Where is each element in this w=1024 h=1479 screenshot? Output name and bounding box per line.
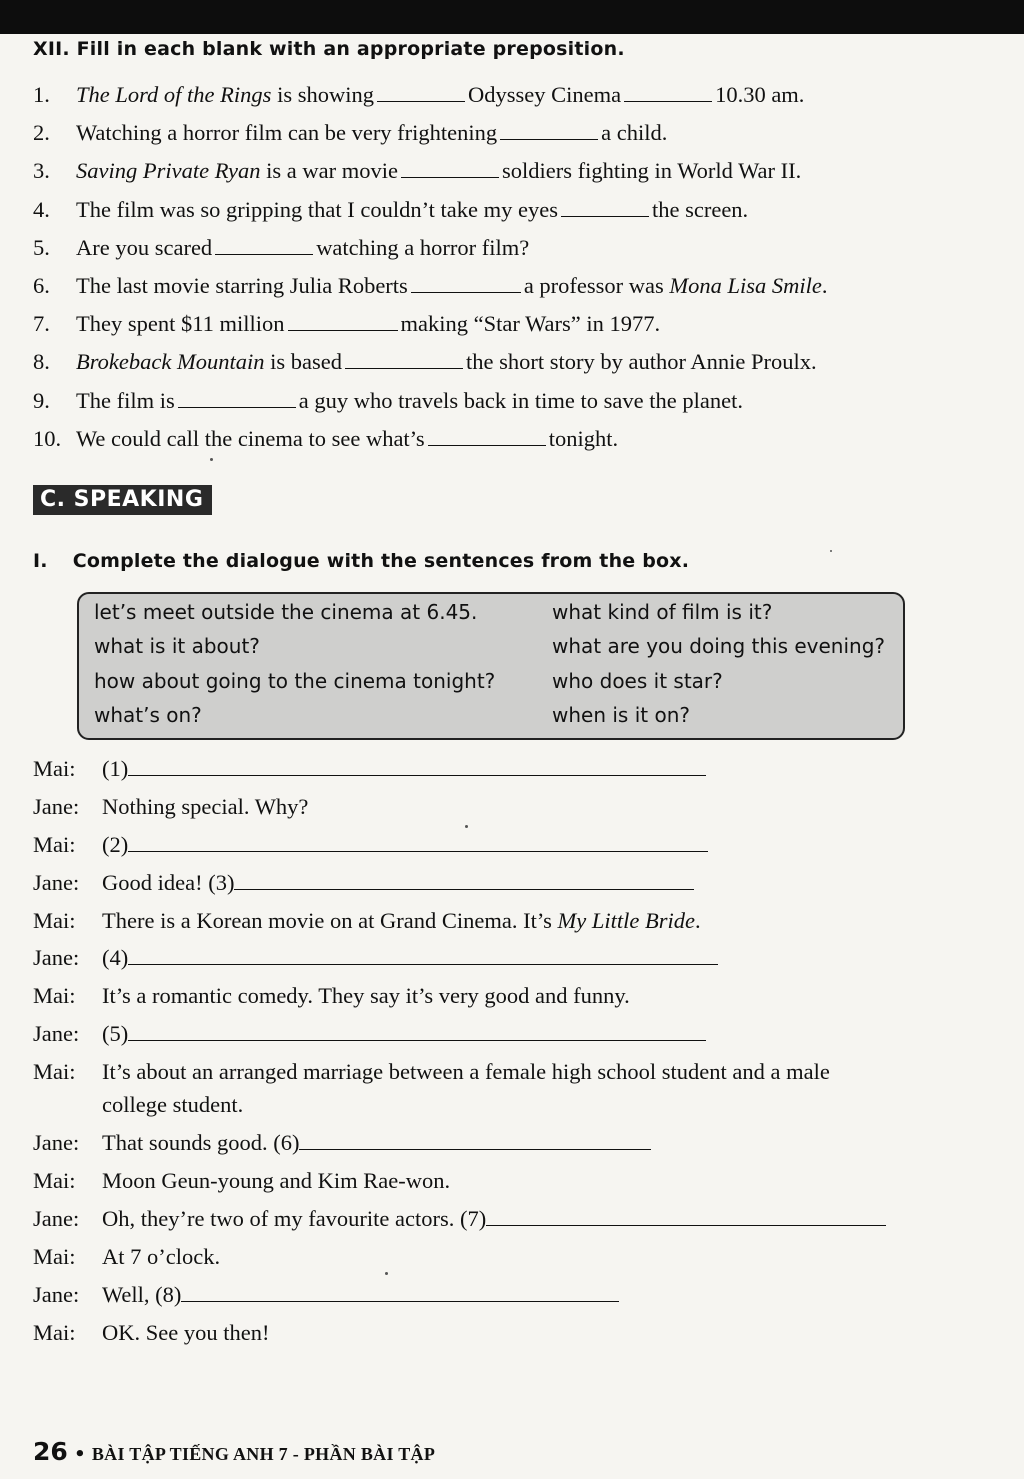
dialogue-text: At 7 o’clock. (102, 1243, 221, 1269)
dialogue-line (33, 866, 993, 904)
question-text: Saving Private Ryan is a war movie soldiers fighting in World War II. (76, 158, 802, 184)
question-row (33, 154, 993, 192)
dialogue-text: That sounds good. (6) (102, 1126, 651, 1160)
question-text: Brokeback Mountain is based the short story by author Annie Proulx. (76, 349, 817, 375)
speaker-label: Mai: (33, 1243, 76, 1269)
answer-blank[interactable] (411, 274, 521, 293)
question-number: 4. (33, 196, 50, 222)
question-number: 9. (33, 387, 50, 413)
question-row (33, 231, 993, 269)
answer-blank[interactable] (401, 159, 499, 178)
dialogue-text: There is a Korean movie on at Grand Cinema. It’s My Little Bride. (102, 907, 701, 933)
question-row (33, 193, 993, 231)
dialogue-line (33, 1126, 993, 1164)
question-number: 7. (33, 311, 50, 337)
question-number: 1. (33, 82, 50, 107)
box-option: let’s meet outside the cinema at 6.45. (94, 600, 478, 624)
page-number: 26 (33, 1437, 68, 1466)
film-title: Mona Lisa Smile (669, 272, 822, 298)
question-number: 2. (33, 120, 50, 146)
film-title: The Lord of the Rings (76, 82, 272, 107)
dialogue-line (33, 1055, 993, 1126)
question-text: The last movie starring Julia Roberts a professor was Mona Lisa Smile. (76, 272, 828, 298)
question-row (33, 116, 993, 154)
speaker-label: Mai: (33, 756, 76, 781)
dialogue-line (33, 1017, 993, 1055)
answer-line[interactable] (128, 1020, 706, 1041)
scan-speck (385, 1272, 388, 1275)
question-row (33, 345, 993, 383)
exercise-xii-list (33, 78, 993, 460)
dialogue-text: Oh, they’re two of my favourite actors. (7) (102, 1202, 886, 1236)
box-option: who does it star? (552, 669, 723, 693)
dialogue-line (33, 941, 993, 979)
exercise-i-heading (33, 550, 689, 572)
speaker-label: Mai: (33, 1319, 76, 1345)
answer-line[interactable] (234, 869, 694, 890)
answer-blank[interactable] (215, 236, 313, 255)
question-row (33, 307, 993, 345)
speaker-label: Jane: (33, 869, 80, 895)
sentence-box (77, 592, 905, 740)
speaker-label: Mai: (33, 831, 76, 857)
dialogue (33, 752, 993, 1353)
box-option: when is it on? (552, 703, 690, 727)
speaker-label: Jane: (33, 1281, 80, 1307)
dialogue-text-continued: college student. (102, 1092, 244, 1118)
question-number: 10. (33, 425, 62, 451)
dialogue-text: (2) (102, 828, 708, 862)
exercise-i-instruction: Complete the dialogue with the sentences from the box. (72, 550, 690, 572)
answer-blank[interactable] (428, 427, 546, 446)
dialogue-text: Well, (8) (102, 1278, 619, 1312)
dialogue-text: (4) (102, 941, 718, 975)
dialogue-line (33, 790, 993, 828)
box-option: how about going to the cinema tonight? (94, 669, 496, 693)
question-number: 5. (33, 234, 50, 260)
answer-blank[interactable] (377, 83, 465, 102)
speaker-label: Jane: (33, 1021, 80, 1047)
question-text: The Lord of the Rings is showing Odyssey Cinema 10.30 am. (76, 82, 805, 107)
speaker-label: Jane: (33, 1205, 80, 1231)
answer-blank[interactable] (288, 312, 398, 331)
dialogue-text: Moon Geun-young and Kim Rae-won. (102, 1168, 451, 1194)
dialogue-line (33, 904, 993, 942)
answer-blank[interactable] (624, 83, 712, 102)
question-text: The film was so gripping that I couldn’t take my eyes the screen. (76, 196, 749, 222)
scan-speck (210, 458, 213, 461)
dialogue-text: (1) (102, 752, 706, 786)
exercise-xii-heading: XII. Fill in each blank with an appropriate preposition. (33, 38, 625, 60)
speaker-label: Mai: (33, 907, 76, 933)
answer-blank[interactable] (500, 121, 598, 140)
exercise-i-number: I. (33, 550, 48, 572)
dialogue-line (33, 1240, 993, 1278)
bullet-icon: • (74, 1444, 86, 1465)
question-text: We could call the cinema to see what’s tonight. (76, 425, 619, 451)
answer-blank[interactable] (561, 198, 649, 217)
film-title: My Little Bride (557, 907, 695, 933)
question-text: Watching a horror film can be very frightening a child. (76, 120, 668, 146)
dialogue-line (33, 752, 993, 790)
dialogue-text: (5) (102, 1017, 706, 1051)
scan-speck (465, 825, 468, 828)
box-option: what kind of film is it? (552, 600, 773, 624)
answer-line[interactable] (128, 831, 708, 852)
question-number: 3. (33, 158, 50, 184)
question-number: 8. (33, 349, 50, 375)
dialogue-text: It’s a romantic comedy. They say it’s very good and funny. (102, 983, 630, 1009)
box-option: what’s on? (94, 703, 202, 727)
dialogue-line (33, 1316, 993, 1354)
section-c-title: C. SPEAKING (33, 485, 212, 515)
answer-line[interactable] (128, 755, 706, 776)
dialogue-line (33, 979, 993, 1017)
box-option: what is it about? (94, 634, 260, 658)
dialogue-line (33, 1202, 993, 1240)
question-text: They spent $11 million making “Star Wars” in 1977. (76, 311, 661, 337)
dialogue-line (33, 1164, 993, 1202)
scan-speck (830, 550, 832, 552)
speaker-label: Jane: (33, 1130, 80, 1156)
speaker-label: Jane: (33, 793, 80, 819)
question-text: The film is a guy who travels back in time to save the planet. (76, 387, 743, 413)
question-row (33, 269, 993, 307)
question-row (33, 422, 993, 460)
dialogue-text: It’s about an arranged marriage between a female high school student and a male (102, 1059, 830, 1085)
answer-line[interactable] (299, 1129, 651, 1150)
film-title: Brokeback Mountain (76, 349, 265, 375)
box-option: what are you doing this evening? (552, 634, 886, 658)
dialogue-text: Nothing special. Why? (102, 793, 309, 819)
speaker-label: Mai: (33, 1059, 76, 1085)
dialogue-line (33, 828, 993, 866)
question-number: 6. (33, 272, 50, 298)
question-text: Are you scared watching a horror film? (76, 234, 530, 260)
answer-line[interactable] (486, 1205, 886, 1226)
book-title: BÀI TẬP TIẾNG ANH 7 - PHẦN BÀI TẬP (91, 1444, 436, 1464)
page-footer (33, 1437, 435, 1466)
dialogue-text: Good idea! (3) (102, 866, 694, 900)
dialogue-text: OK. See you then! (102, 1319, 270, 1345)
dialogue-line (33, 1278, 993, 1316)
answer-line[interactable] (181, 1281, 619, 1302)
answer-blank[interactable] (178, 389, 296, 408)
speaker-label: Mai: (33, 983, 76, 1009)
film-title: Saving Private Ryan (76, 158, 261, 184)
question-row (33, 78, 993, 116)
speaker-label: Jane: (33, 945, 80, 971)
speaker-label: Mai: (33, 1168, 76, 1194)
answer-line[interactable] (128, 944, 718, 965)
top-dark-band (0, 0, 1024, 34)
question-row (33, 384, 993, 422)
answer-blank[interactable] (345, 350, 463, 369)
